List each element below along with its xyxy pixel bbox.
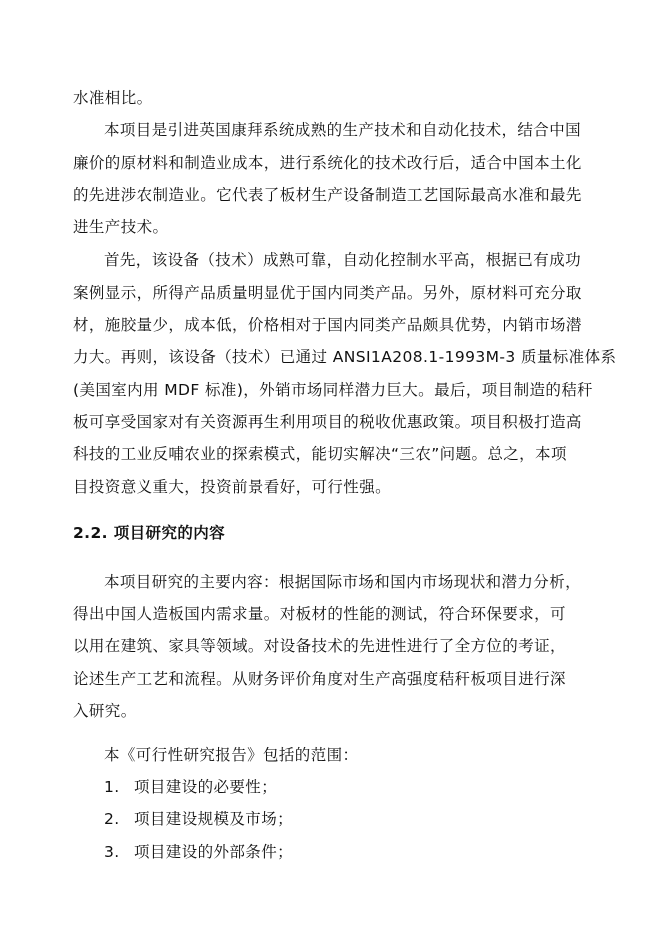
list-item-number: 3. [104,843,120,861]
paragraph-line: 水准相比。 [73,89,153,107]
list-item [104,809,293,829]
paragraph-line: (美国室内用 MDF 标准)，外销市场同样潜力巨大。最后，项目制造的秸秆 [73,381,594,399]
paragraph-line: 得出中国人造板国内需求量。对板材的性能的测试，符合环保要求，可 [73,605,566,623]
paragraph-line: 力大。再则，该设备（技术）已通过 ANSI1A208.1-1993M-3 质量标准体系 [73,348,617,366]
paragraph-line: 案例显示，所得产品质量明显优于国内同类产品。另外，原材料可充分取 [73,284,582,302]
list-item-text: 项目建设的必要性； [134,778,278,796]
list-item-number: 2. [104,810,120,828]
section-heading: 2.2. 项目研究的内容 [73,524,226,542]
paragraph-line: 本项目是引进英国康拜系统成熟的生产技术和自动化技术，结合中国 [104,121,582,139]
paragraph-line: 廉价的原材料和制造业成本，进行系统化的技术改行后，适合中国本土化 [73,154,582,172]
paragraph-line: 本《可行性研究报告》包括的范围： [104,746,359,764]
list-item [104,842,293,862]
list-item-text: 项目建设规模及市场； [134,810,294,828]
paragraph-line: 以用在建筑、家具等领域。对设备技术的先进性进行了全方位的考证， [73,637,566,655]
list-item-number: 1. [104,778,120,796]
paragraph-line: 论述生产工艺和流程。从财务评价角度对生产高强度秸秆板项目进行深 [73,670,566,688]
list-item-text: 项目建设的外部条件； [134,843,294,861]
paragraph-line: 入研究。 [73,702,137,720]
paragraph-line: 材，施胶量少，成本低，价格相对于国内同类产品颇具优势，内销市场潜 [73,316,582,334]
list-item [104,777,277,797]
paragraph-line: 首先，该设备（技术）成熟可靠，自动化控制水平高，根据已有成功 [104,251,582,269]
paragraph-line: 本项目研究的主要内容：根据国际市场和国内市场现状和潜力分析， [104,573,582,591]
paragraph-line: 科技的工业反哺农业的探索模式，能切实解决“三农”问题。总之，本项 [73,445,567,463]
paragraph-line: 板可享受国家对有关资源再生利用项目的税收优惠政策。项目积极打造高 [73,413,582,431]
paragraph-line: 的先进涉农制造业。它代表了板材生产设备制造工艺国际最高水准和最先 [73,186,582,204]
paragraph-line: 目投资意义重大，投资前景看好，可行性强。 [73,478,392,496]
paragraph-line: 进生产技术。 [73,218,169,236]
